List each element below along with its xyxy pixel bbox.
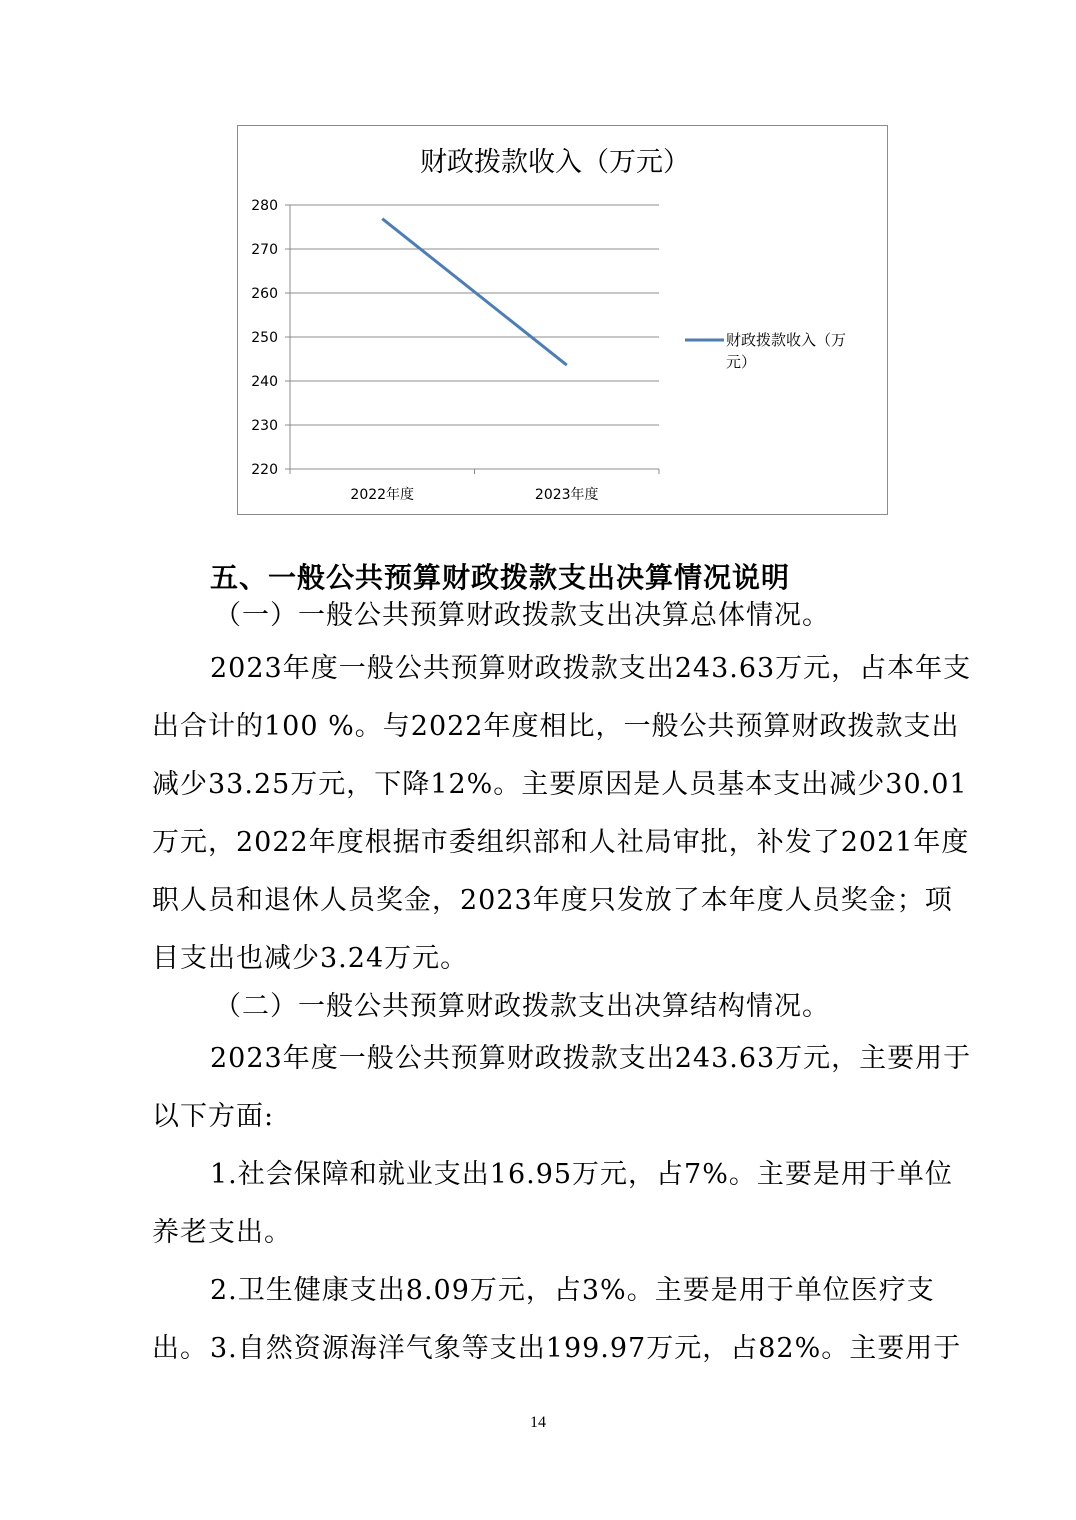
list-item-health: 2.卫生健康支出8.09万元，占3%。主要是用于单位医疗支出。 xyxy=(152,1275,935,1364)
legend-label: 财政拨款收入（万 xyxy=(726,331,847,349)
chart-title: 财政拨款收入（万元） xyxy=(420,147,690,178)
paragraph-overall: 2023年度一般公共预算财政拨款支出243.63万元，占本年支出合计的100 %。与2022年度相比，一般公共预算财政拨款支出减少33.25万元，下降12%。主要原因是人员基本支出减少30.01万元，2022年度根据市委组织部和人社局审批，补发了2021年度职人员和退休人员奖金，2023年度只发放了本年度人员奖金；项目支出也减少3.24万元。 xyxy=(152,653,972,974)
list-item-social-security: 1.社会保障和就业支出16.95万元，占7%。主要是用于单位养老支出。 xyxy=(152,1159,953,1248)
chart-svg xyxy=(238,126,889,516)
y-tick-label: 250 xyxy=(251,330,278,346)
y-tick-label: 280 xyxy=(251,198,278,214)
legend-label: 元） xyxy=(726,353,757,371)
subsection-heading-2: （二）一般公共预算财政拨款支出决算结构情况。 xyxy=(214,991,830,1022)
y-tick-label: 260 xyxy=(251,286,278,302)
income-line-chart xyxy=(237,125,888,515)
list-item-natural-resources: 3.自然资源海洋气象等支出199.97万元，占82%。主要用于 xyxy=(210,1333,962,1364)
section-heading: 五、一般公共预算财政拨款支出决算情况说明 xyxy=(210,561,791,594)
y-tick-label: 240 xyxy=(251,374,278,390)
page-number: 14 xyxy=(530,1414,546,1431)
y-tick-label: 220 xyxy=(251,462,278,478)
paragraph-structure: 2023年度一般公共预算财政拨款支出243.63万元，主要用于以下方面: xyxy=(152,1043,972,1132)
x-tick-label: 2022年度 xyxy=(350,487,415,503)
x-tick-label: 2023年度 xyxy=(534,487,599,503)
subsection-heading-1: （一）一般公共预算财政拨款支出决算总体情况。 xyxy=(214,600,830,631)
y-tick-label: 230 xyxy=(251,418,278,434)
y-tick-label: 270 xyxy=(251,242,278,258)
series-line xyxy=(382,219,567,365)
